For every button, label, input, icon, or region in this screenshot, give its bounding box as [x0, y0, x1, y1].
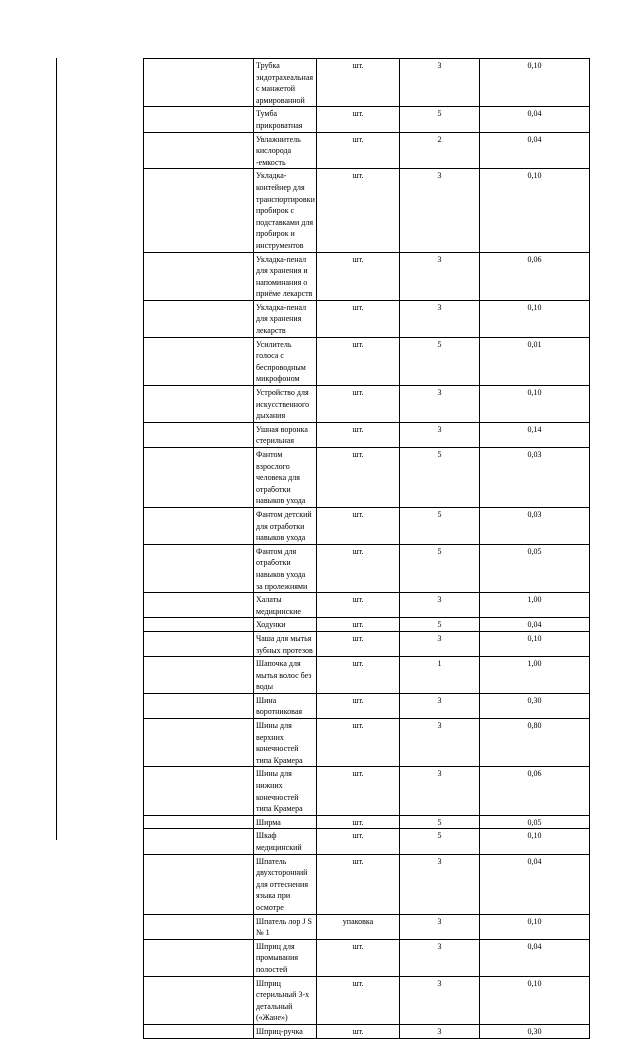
table-row — [144, 829, 590, 854]
row-blank-cell — [144, 631, 254, 656]
value-cell: 0,10 — [480, 300, 590, 337]
row-blank-cell — [144, 544, 254, 592]
table-row — [144, 854, 590, 914]
value-cell: 1,00 — [480, 593, 590, 618]
item-name-cell: Чаша для мытья зубных протезов — [254, 631, 317, 656]
value-cell: 0,10 — [480, 829, 590, 854]
value-cell: 0,04 — [480, 618, 590, 632]
quantity-cell: 3 — [400, 719, 480, 767]
table-row — [144, 939, 590, 976]
table-row — [144, 593, 590, 618]
unit-cell: шт. — [317, 448, 400, 508]
row-blank-cell — [144, 854, 254, 914]
row-blank-cell — [144, 386, 254, 423]
unit-cell: шт. — [317, 1024, 400, 1038]
value-cell: 0,01 — [480, 337, 590, 385]
unit-cell: шт. — [317, 169, 400, 252]
quantity-cell: 5 — [400, 337, 480, 385]
value-cell: 0,30 — [480, 693, 590, 718]
table-row — [144, 544, 590, 592]
row-blank-cell — [144, 829, 254, 854]
value-cell: 0,06 — [480, 767, 590, 815]
quantity-cell: 3 — [400, 693, 480, 718]
unit-cell: шт. — [317, 829, 400, 854]
unit-cell: шт. — [317, 59, 400, 107]
table-row — [144, 107, 590, 132]
row-blank-cell — [144, 132, 254, 169]
unit-cell: шт. — [317, 618, 400, 632]
item-name-cell: Ушная воронка стерильная — [254, 422, 317, 447]
row-blank-cell — [144, 507, 254, 544]
item-name-cell: Шприц стерильный 3-х детальный («Жане») — [254, 976, 317, 1024]
unit-cell: шт. — [317, 976, 400, 1024]
row-blank-cell — [144, 914, 254, 939]
quantity-cell: 3 — [400, 854, 480, 914]
row-blank-cell — [144, 593, 254, 618]
row-blank-cell — [144, 1024, 254, 1038]
item-name-cell: Укладка-пенал для хранения и напоминания о приёме лекарств — [254, 252, 317, 300]
value-cell: 0,10 — [480, 631, 590, 656]
table-row — [144, 507, 590, 544]
unit-cell: упаковка — [317, 914, 400, 939]
quantity-cell: 3 — [400, 631, 480, 656]
item-name-cell: Шины для верхних конечностей типа Крамера — [254, 719, 317, 767]
row-blank-cell — [144, 693, 254, 718]
quantity-cell: 3 — [400, 939, 480, 976]
unit-cell: шт. — [317, 693, 400, 718]
quantity-cell: 5 — [400, 544, 480, 592]
table-row — [144, 337, 590, 385]
value-cell: 1,00 — [480, 657, 590, 694]
value-cell: 0,06 — [480, 252, 590, 300]
quantity-cell: 3 — [400, 252, 480, 300]
row-blank-cell — [144, 448, 254, 508]
table-row — [144, 132, 590, 169]
unit-cell: шт. — [317, 132, 400, 169]
item-name-cell: Фантом для отработки навыков ухода за пролежнями — [254, 544, 317, 592]
unit-cell: шт. — [317, 422, 400, 447]
item-name-cell: Шпатель лор J S № 1 — [254, 914, 317, 939]
value-cell: 0,03 — [480, 448, 590, 508]
row-blank-cell — [144, 976, 254, 1024]
row-blank-cell — [144, 169, 254, 252]
item-name-cell: Усилитель голоса с беспроводным микрофоном — [254, 337, 317, 385]
unit-cell: шт. — [317, 939, 400, 976]
value-cell: 0,30 — [480, 1024, 590, 1038]
unit-cell: шт. — [317, 719, 400, 767]
value-cell: 0,10 — [480, 976, 590, 1024]
item-name-cell: Увлажнитель кислорода -емкость — [254, 132, 317, 169]
value-cell: 0,14 — [480, 422, 590, 447]
unit-cell: шт. — [317, 337, 400, 385]
quantity-cell: 5 — [400, 618, 480, 632]
value-cell: 0,04 — [480, 939, 590, 976]
value-cell: 0,03 — [480, 507, 590, 544]
row-blank-cell — [144, 107, 254, 132]
item-name-cell: Шины для нижних конечностей типа Крамера — [254, 767, 317, 815]
item-name-cell: Шприц для промывания полостей — [254, 939, 317, 976]
item-name-cell: Шапочка для мытья волос без воды — [254, 657, 317, 694]
quantity-cell: 3 — [400, 169, 480, 252]
item-name-cell: Фантом детский для отработки навыков ухода — [254, 507, 317, 544]
quantity-cell: 5 — [400, 829, 480, 854]
table-row — [144, 693, 590, 718]
quantity-cell: 3 — [400, 386, 480, 423]
quantity-cell: 3 — [400, 300, 480, 337]
unit-cell: шт. — [317, 657, 400, 694]
quantity-cell: 3 — [400, 59, 480, 107]
table-row — [144, 976, 590, 1024]
unit-cell: шт. — [317, 593, 400, 618]
equipment-table — [143, 58, 590, 1039]
item-name-cell: Трубка эндотрахеальная с манжетой армированной — [254, 59, 317, 107]
table-row — [144, 767, 590, 815]
item-name-cell: Шприц-ручка — [254, 1024, 317, 1038]
table-row — [144, 631, 590, 656]
quantity-cell: 3 — [400, 767, 480, 815]
equipment-table-body — [144, 59, 590, 1039]
table-row — [144, 719, 590, 767]
item-name-cell: Шина воротниковая — [254, 693, 317, 718]
item-name-cell: Тумба прикроватная — [254, 107, 317, 132]
unit-cell: шт. — [317, 507, 400, 544]
value-cell: 0,04 — [480, 132, 590, 169]
item-name-cell: Укладка-контейнер для транспортировки пробирок с подставками для пробирок и инструментов — [254, 169, 317, 252]
value-cell: 0,80 — [480, 719, 590, 767]
table-row — [144, 422, 590, 447]
value-cell: 0,10 — [480, 914, 590, 939]
unit-cell: шт. — [317, 631, 400, 656]
quantity-cell: 3 — [400, 914, 480, 939]
value-cell: 0,05 — [480, 544, 590, 592]
item-name-cell: Ширма — [254, 815, 317, 829]
value-cell: 0,10 — [480, 386, 590, 423]
value-cell: 0,04 — [480, 107, 590, 132]
table-row — [144, 300, 590, 337]
quantity-cell: 1 — [400, 657, 480, 694]
quantity-cell: 3 — [400, 593, 480, 618]
item-name-cell: Шпатель двухсторонний для оттеснения языка при осмотре — [254, 854, 317, 914]
table-row — [144, 59, 590, 107]
unit-cell: шт. — [317, 854, 400, 914]
row-blank-cell — [144, 939, 254, 976]
value-cell: 0,10 — [480, 59, 590, 107]
value-cell: 0,04 — [480, 854, 590, 914]
value-cell: 0,10 — [480, 169, 590, 252]
left-margin-rule — [56, 58, 57, 840]
row-blank-cell — [144, 337, 254, 385]
row-blank-cell — [144, 618, 254, 632]
row-blank-cell — [144, 815, 254, 829]
item-name-cell: Шкаф медицинский — [254, 829, 317, 854]
row-blank-cell — [144, 59, 254, 107]
unit-cell: шт. — [317, 386, 400, 423]
quantity-cell: 5 — [400, 815, 480, 829]
quantity-cell: 5 — [400, 107, 480, 132]
quantity-cell: 5 — [400, 448, 480, 508]
table-row — [144, 914, 590, 939]
row-blank-cell — [144, 252, 254, 300]
quantity-cell: 2 — [400, 132, 480, 169]
unit-cell: шт. — [317, 815, 400, 829]
quantity-cell: 3 — [400, 1024, 480, 1038]
row-blank-cell — [144, 300, 254, 337]
table-row — [144, 386, 590, 423]
row-blank-cell — [144, 767, 254, 815]
unit-cell: шт. — [317, 767, 400, 815]
item-name-cell: Ходунки — [254, 618, 317, 632]
table-row — [144, 618, 590, 632]
quantity-cell: 3 — [400, 976, 480, 1024]
table-row — [144, 448, 590, 508]
value-cell: 0,05 — [480, 815, 590, 829]
item-name-cell: Халаты медицинские — [254, 593, 317, 618]
item-name-cell: Фантом взрослого человека для отработки навыков ухода — [254, 448, 317, 508]
unit-cell: шт. — [317, 544, 400, 592]
unit-cell: шт. — [317, 252, 400, 300]
row-blank-cell — [144, 422, 254, 447]
row-blank-cell — [144, 657, 254, 694]
table-row — [144, 657, 590, 694]
row-blank-cell — [144, 719, 254, 767]
item-name-cell: Устройство для искусственного дыхания — [254, 386, 317, 423]
quantity-cell: 3 — [400, 422, 480, 447]
unit-cell: шт. — [317, 300, 400, 337]
table-row — [144, 815, 590, 829]
table-row — [144, 252, 590, 300]
quantity-cell: 5 — [400, 507, 480, 544]
table-row — [144, 169, 590, 252]
item-name-cell: Укладка-пенал для хранения лекарств — [254, 300, 317, 337]
table-row — [144, 1024, 590, 1038]
unit-cell: шт. — [317, 107, 400, 132]
